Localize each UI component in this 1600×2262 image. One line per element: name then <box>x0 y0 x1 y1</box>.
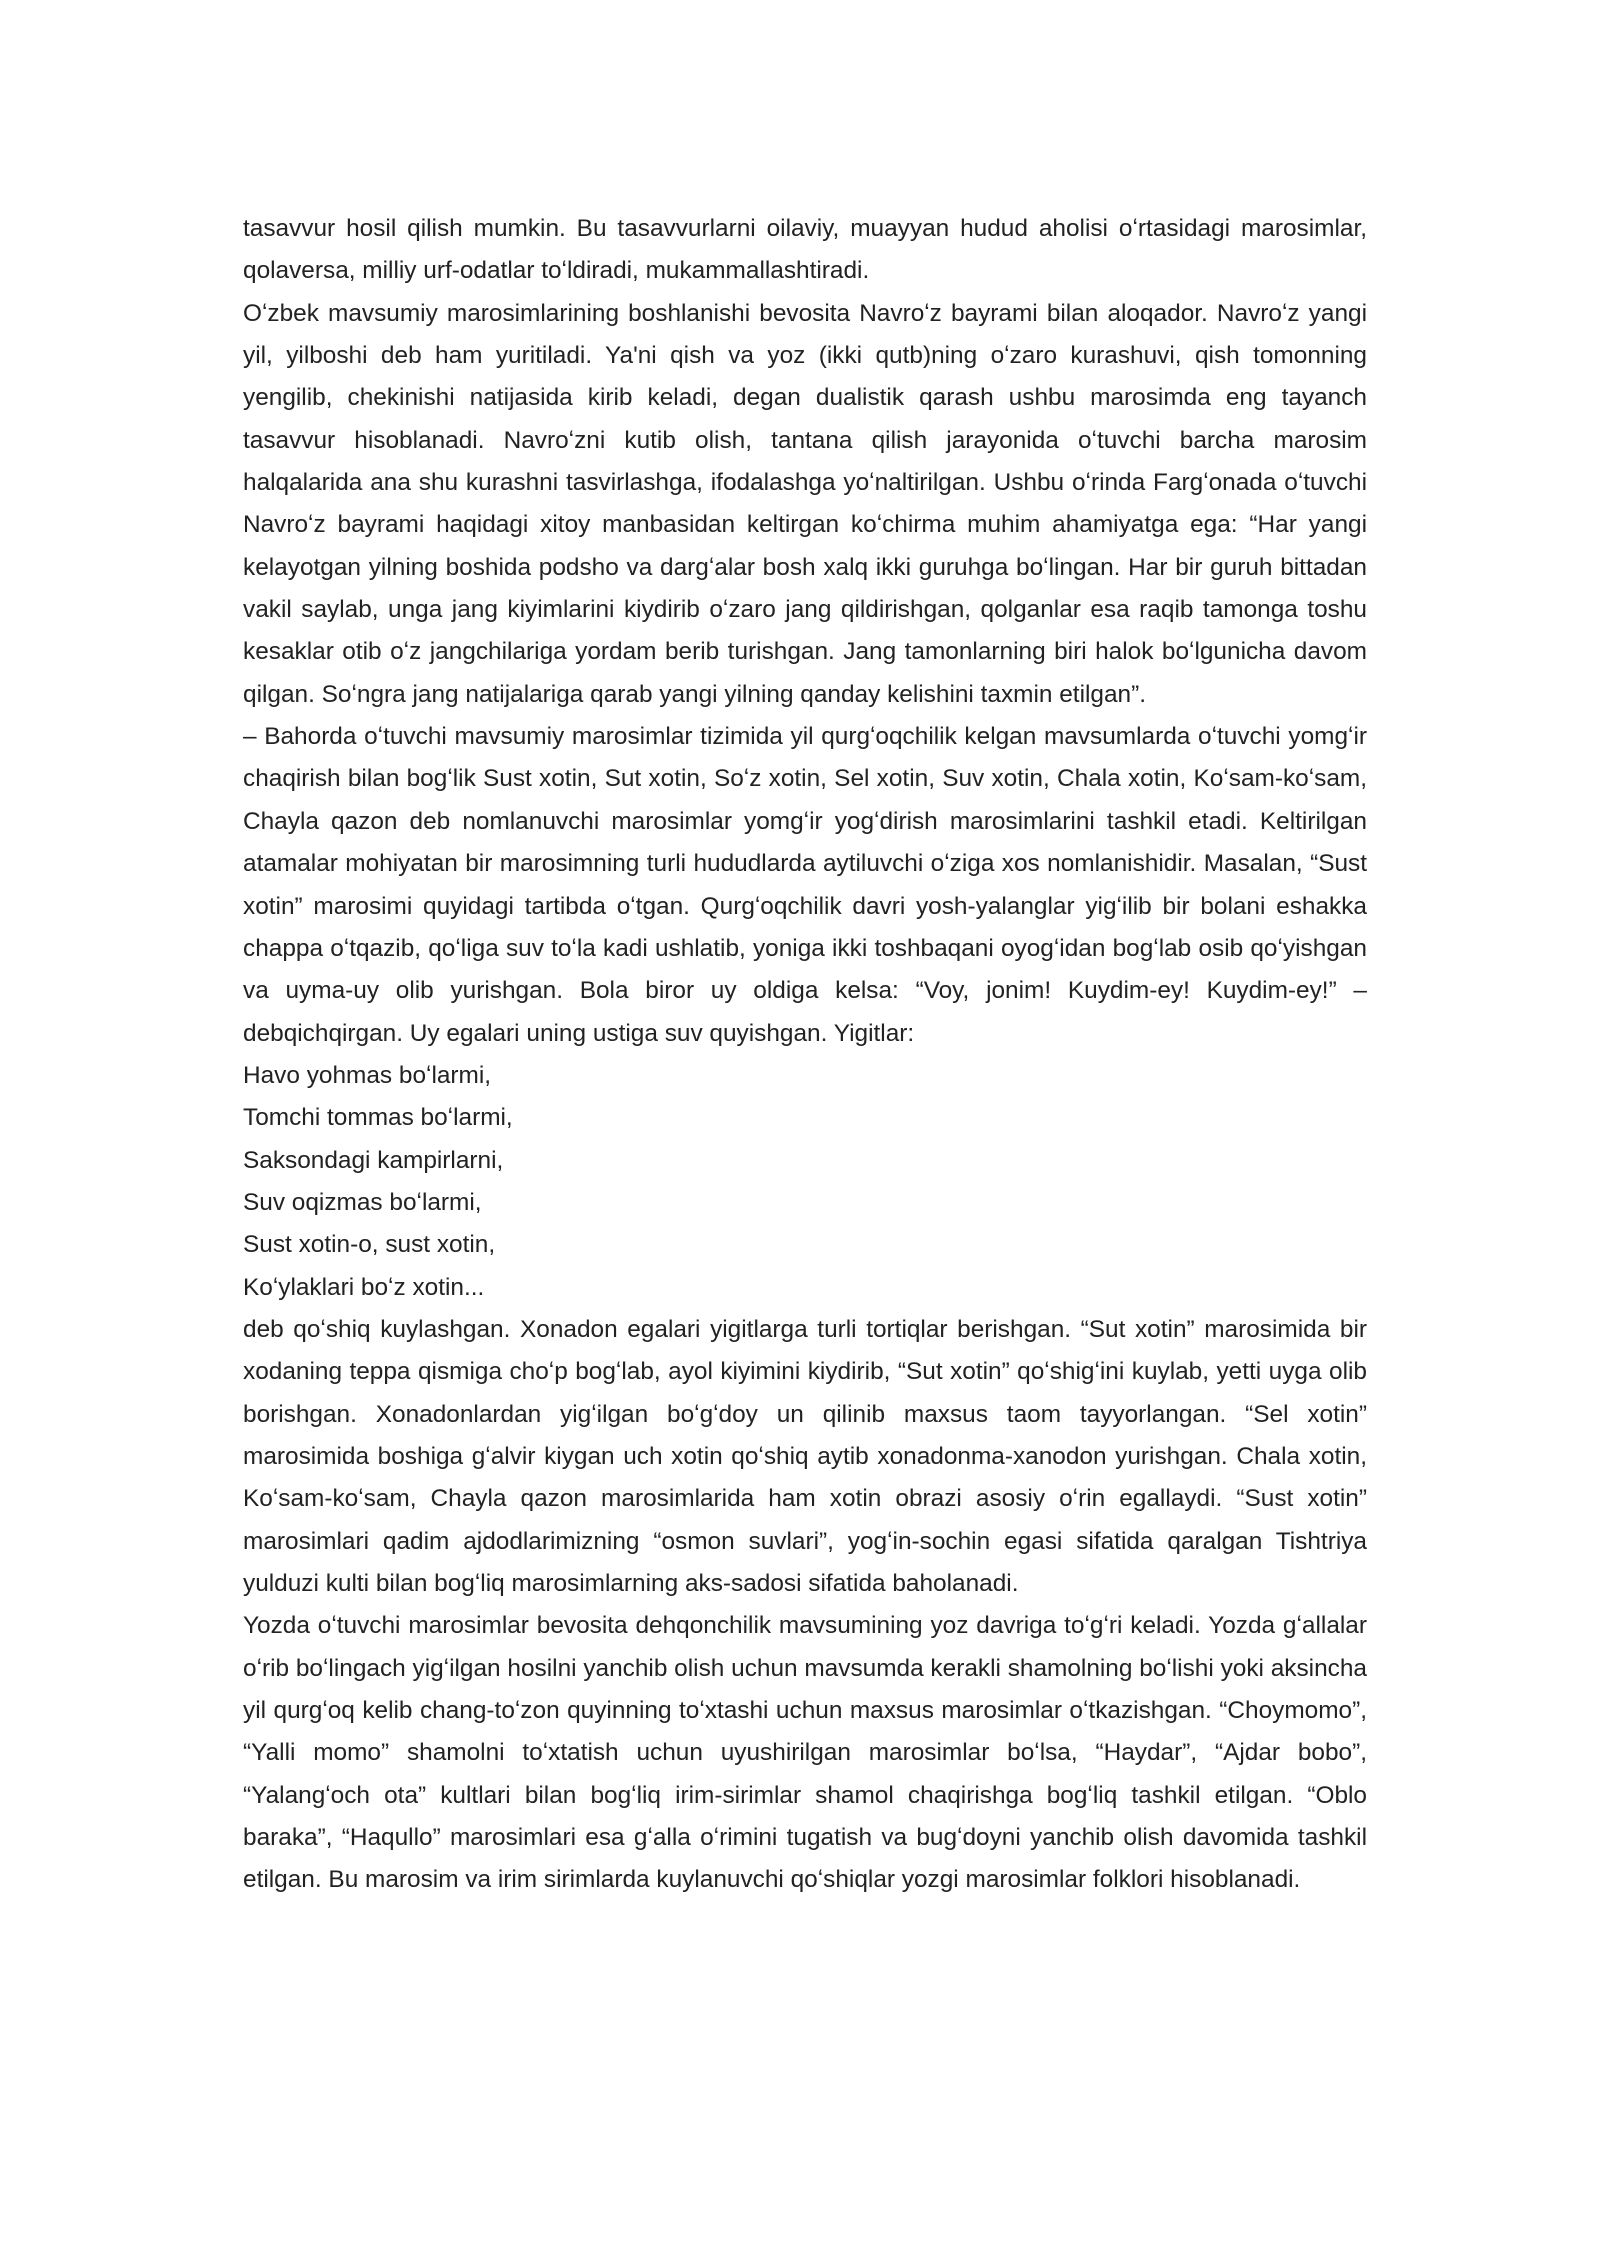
paragraph-summer-rituals: Yozda oʻtuvchi marosimlar bevosita dehqonchilik mavsumining yoz davriga toʻgʻri keladi. Yozda gʻallalar oʻrib boʻlingach yigʻilgan hosilni yanchib olish uchun mavsumda kerakli shamolning boʻlishi yoki aksincha yil qurgʻoq kelib chang-toʻzon quyinning toʻxtashi uchun maxsus marosimlar oʻtkazishgan. “Choymomo”, “Yalli momo” shamolni toʻxtatish uchun uyushirilgan marosimlar boʻlsa, “Haydar”, “Ajdar bobo”, “Yalangʻoch ota” kultlari bilan bogʻliq irim-sirimlar shamol chaqirishga bogʻliq tashkil etilgan. “Oblo baraka”, “Haqullo” marosimlari esa gʻalla oʻrimini tugatish va bugʻdoyni yanchib olish davomida tashkil etilgan. Bu marosim va irim sirimlarda kuylanuvchi qoʻshiqlar yozgi marosimlar folklori hisoblanadi. <box>243 1612 1367 1894</box>
paragraph-navruz: Oʻzbek mavsumiy marosimlarining boshlanishi bevosita Navroʻz bayrami bilan aloqador. Navroʻz yangi yil, yilboshi deb ham yuritiladi. Ya'ni qish va yoz (ikki qutb)ning oʻzaro kurashuvi, qish tomonning yengilib, chekinishi natijasida kirib keladi, degan dualistik qarash ushbu marosimda eng tayanch tasavvur hisoblanadi. Navroʻzni kutib olish, tantana qilish jarayonida oʻtuvchi barcha marosim halqalarida ana shu kurashni tasvirlashga, ifodalashga yoʻnaltirilgan. Ushbu oʻrinda Fargʻonada oʻtuvchi Navroʻz bayrami haqidagi xitoy manbasidan keltirgan koʻchirma muhim ahamiyatga ega: “Har yangi kelayotgan yilning boshida podsho va dargʻalar bosh xalq ikki guruhga boʻlingan. Har bir guruh bittadan vakil saylab, unga jang kiyimlarini kiydirib oʻzaro jang qildirishgan, qolganlar esa raqib tamonga toshu kesaklar otib oʻz jangchilariga yordam berib turishgan. Jang tamonlarning biri halok boʻlgunicha davom qilgan. Soʻngra jang natijalariga qarab yangi yilning qanday kelishini taxmin etilgan”. <box>243 299 1367 708</box>
verse-line: Tomchi tommas boʻlarmi, <box>243 1104 513 1132</box>
paragraph-intro: tasavvur hosil qilish mumkin. Bu tasavvurlarni oilaviy, muayyan hudud aholisi oʻrtasidagi marosimlar, qolaversa, milliy urf-odatlar toʻldiradi, mukammallashtiradi. <box>243 215 1367 285</box>
verse-line: Havo yohmas boʻlarmi, <box>243 1061 492 1089</box>
document-page <box>243 208 1367 1902</box>
verse-line: Saksondagi kampirlarni, <box>243 1146 504 1174</box>
paragraph-spring-rituals: – Bahorda oʻtuvchi mavsumiy marosimlar tizimida yil qurgʻoqchilik kelgan mavsumlarda oʻtuvchi yomgʻir chaqirish bilan bogʻlik Sust xotin, Sut xotin, Soʻz xotin, Sel xotin, Suv xotin, Chala xotin, Koʻsam-koʻsam, Chayla qazon deb nomlanuvchi marosimlar yomgʻir yogʻdirish marosimlarini tashkil etadi. Keltirilgan atamalar mohiyatan bir marosimning turli hududlarda aytiluvchi oʻziga xos nomlanishidir. Masalan, “Sust xotin” marosimi quyidagi tartibda oʻtgan. Qurgʻoqchilik davri yosh-yalanglar yigʻilib bir bolani eshakka chappa oʻtqazib, qoʻliga suv toʻla kadi ushlatib, yoniga ikki toshbaqani oyogʻidan bogʻlab osib qoʻyishgan va uyma-uy olib yurishgan. Bola biror uy oldiga kelsa: “Voy, jonim! Kuydim-ey! Kuydim-ey!” – debqichqirgan. Uy egalari uning ustiga suv quyishgan. Yigitlar: <box>243 723 1367 1047</box>
verse-line: Sust xotin-o, sust xotin, <box>243 1231 496 1259</box>
verse-line: Koʻylaklari boʻz xotin... <box>243 1273 485 1301</box>
paragraph-song-rituals: deb qoʻshiq kuylashgan. Xonadon egalari yigitlarga turli tortiqlar berishgan. “Sut xotin” marosimida bir xodaning teppa qismiga choʻp bogʻlab, ayol kiyimini kiydirib, “Sut xotin” qoʻshigʻini kuylab, yetti uyga olib borishgan. Xonadonlardan yigʻilgan boʻgʻdoy un qilinib maxsus taom tayyorlangan. “Sel xotin” marosimida boshiga gʻalvir kiygan uch xotin qoʻshiq aytib xonadonma-xanodon yurishgan. Chala xotin, Koʻsam-koʻsam, Chayla qazon marosimlarida ham xotin obrazi asosiy oʻrin egallaydi. “Sust xotin” marosimlari qadim ajdodlarimizning “osmon suvlari”, yogʻin-sochin egasi sifatida qaralgan Tishtriya yulduzi kulti bilan bogʻliq marosimlarning aks-sadosi sifatida baholanadi. <box>243 1315 1367 1597</box>
verse-block <box>243 1055 1367 1309</box>
verse-line: Suv oqizmas boʻlarmi, <box>243 1188 482 1216</box>
